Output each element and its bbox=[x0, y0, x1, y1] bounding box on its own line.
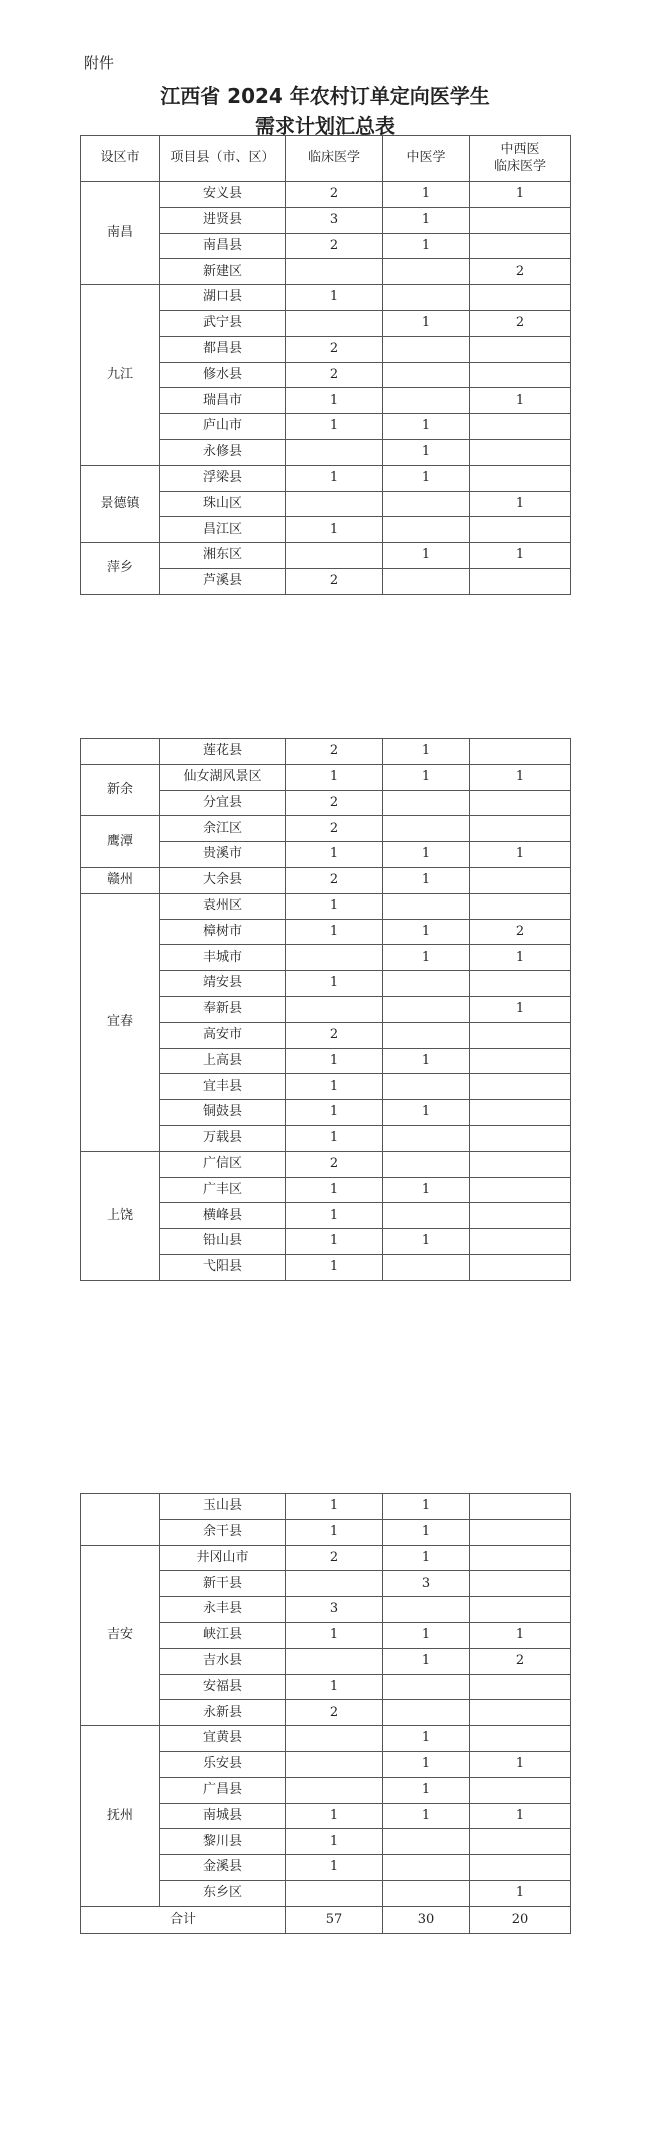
city-cell: 宜春 bbox=[81, 893, 160, 1151]
county-cell: 广昌县 bbox=[160, 1777, 286, 1803]
tcm-cell bbox=[383, 259, 470, 285]
tcm-cell: 1 bbox=[383, 465, 470, 491]
integrated-cell bbox=[470, 1855, 571, 1881]
total-clinical: 57 bbox=[286, 1906, 383, 1933]
clinical-cell: 2 bbox=[286, 336, 383, 362]
header-tcm: 中医学 bbox=[383, 136, 470, 182]
integrated-cell bbox=[470, 1048, 571, 1074]
tcm-cell bbox=[383, 491, 470, 517]
county-cell: 黎川县 bbox=[160, 1829, 286, 1855]
county-cell: 铜鼓县 bbox=[160, 1100, 286, 1126]
county-cell: 樟树市 bbox=[160, 919, 286, 945]
header-county: 项目县（市、区） bbox=[160, 136, 286, 182]
county-cell: 新建区 bbox=[160, 259, 286, 285]
tcm-cell bbox=[383, 971, 470, 997]
clinical-cell: 2 bbox=[286, 867, 383, 893]
clinical-cell bbox=[286, 310, 383, 336]
county-cell: 横峰县 bbox=[160, 1203, 286, 1229]
tcm-cell bbox=[383, 1597, 470, 1623]
city-cell: 南昌 bbox=[81, 182, 160, 285]
tcm-cell bbox=[383, 336, 470, 362]
county-cell: 高安市 bbox=[160, 1022, 286, 1048]
county-cell: 金溪县 bbox=[160, 1855, 286, 1881]
clinical-cell: 2 bbox=[286, 739, 383, 765]
city-cell bbox=[81, 1494, 160, 1546]
tcm-cell: 1 bbox=[383, 414, 470, 440]
integrated-cell: 1 bbox=[470, 1803, 571, 1829]
clinical-cell: 2 bbox=[286, 182, 383, 208]
tcm-cell: 1 bbox=[383, 919, 470, 945]
integrated-cell: 2 bbox=[470, 310, 571, 336]
integrated-cell bbox=[470, 1229, 571, 1255]
county-cell: 瑞昌市 bbox=[160, 388, 286, 414]
tcm-cell bbox=[383, 1700, 470, 1726]
integrated-cell bbox=[470, 336, 571, 362]
tcm-cell bbox=[383, 1022, 470, 1048]
tcm-cell: 1 bbox=[383, 1545, 470, 1571]
county-cell: 都昌县 bbox=[160, 336, 286, 362]
attachment-label: 附件 bbox=[84, 54, 115, 72]
integrated-cell bbox=[470, 439, 571, 465]
city-cell: 抚州 bbox=[81, 1726, 160, 1907]
integrated-cell: 1 bbox=[470, 764, 571, 790]
county-cell: 广信区 bbox=[160, 1151, 286, 1177]
county-cell: 峡江县 bbox=[160, 1622, 286, 1648]
county-cell: 奉新县 bbox=[160, 996, 286, 1022]
clinical-cell: 2 bbox=[286, 233, 383, 259]
county-cell: 余干县 bbox=[160, 1519, 286, 1545]
integrated-cell: 1 bbox=[470, 945, 571, 971]
integrated-cell bbox=[470, 816, 571, 842]
clinical-cell: 2 bbox=[286, 568, 383, 594]
clinical-cell bbox=[286, 1571, 383, 1597]
county-cell: 袁州区 bbox=[160, 893, 286, 919]
county-cell: 新干县 bbox=[160, 1571, 286, 1597]
summary-table-part-3 bbox=[80, 1493, 571, 1934]
clinical-cell: 1 bbox=[286, 1100, 383, 1126]
table-row bbox=[81, 543, 571, 569]
clinical-cell: 1 bbox=[286, 1803, 383, 1829]
header-integrated: 中西医 临床医学 bbox=[470, 136, 571, 182]
county-cell: 广丰区 bbox=[160, 1177, 286, 1203]
county-cell: 宜丰县 bbox=[160, 1074, 286, 1100]
tcm-cell bbox=[383, 568, 470, 594]
integrated-cell bbox=[470, 1700, 571, 1726]
integrated-cell: 1 bbox=[470, 1622, 571, 1648]
integrated-cell: 1 bbox=[470, 388, 571, 414]
integrated-cell bbox=[470, 1100, 571, 1126]
city-cell bbox=[81, 739, 160, 765]
table-row bbox=[81, 182, 571, 208]
integrated-cell bbox=[470, 1022, 571, 1048]
integrated-cell: 2 bbox=[470, 919, 571, 945]
integrated-cell bbox=[470, 1674, 571, 1700]
county-cell: 昌江区 bbox=[160, 517, 286, 543]
clinical-cell: 2 bbox=[286, 1022, 383, 1048]
clinical-cell: 1 bbox=[286, 1855, 383, 1881]
clinical-cell: 3 bbox=[286, 207, 383, 233]
county-cell: 大余县 bbox=[160, 867, 286, 893]
integrated-cell bbox=[470, 1254, 571, 1280]
tcm-cell bbox=[383, 285, 470, 311]
tcm-cell: 1 bbox=[383, 439, 470, 465]
tcm-cell: 1 bbox=[383, 1803, 470, 1829]
tcm-cell: 1 bbox=[383, 310, 470, 336]
clinical-cell bbox=[286, 259, 383, 285]
integrated-cell bbox=[470, 568, 571, 594]
city-cell: 鹰潭 bbox=[81, 816, 160, 868]
clinical-cell: 1 bbox=[286, 842, 383, 868]
tcm-cell bbox=[383, 1855, 470, 1881]
integrated-cell bbox=[470, 414, 571, 440]
county-cell: 莲花县 bbox=[160, 739, 286, 765]
clinical-cell: 1 bbox=[286, 414, 383, 440]
tcm-cell: 1 bbox=[383, 842, 470, 868]
tcm-cell: 1 bbox=[383, 1777, 470, 1803]
integrated-cell bbox=[470, 893, 571, 919]
summary-table-part-1 bbox=[80, 135, 571, 595]
county-cell: 弋阳县 bbox=[160, 1254, 286, 1280]
county-cell: 丰城市 bbox=[160, 945, 286, 971]
total-tcm: 30 bbox=[383, 1906, 470, 1933]
county-cell: 珠山区 bbox=[160, 491, 286, 517]
county-cell: 万载县 bbox=[160, 1125, 286, 1151]
city-cell: 上饶 bbox=[81, 1151, 160, 1280]
county-cell: 浮梁县 bbox=[160, 465, 286, 491]
county-cell: 永新县 bbox=[160, 1700, 286, 1726]
tcm-cell bbox=[383, 388, 470, 414]
county-cell: 庐山市 bbox=[160, 414, 286, 440]
integrated-cell: 1 bbox=[470, 491, 571, 517]
integrated-cell bbox=[470, 517, 571, 543]
integrated-cell bbox=[470, 233, 571, 259]
integrated-cell bbox=[470, 465, 571, 491]
clinical-cell: 1 bbox=[286, 388, 383, 414]
integrated-cell bbox=[470, 285, 571, 311]
clinical-cell: 1 bbox=[286, 1048, 383, 1074]
clinical-cell: 1 bbox=[286, 1254, 383, 1280]
integrated-cell bbox=[470, 867, 571, 893]
tcm-cell: 1 bbox=[383, 1229, 470, 1255]
tcm-cell: 1 bbox=[383, 1726, 470, 1752]
tcm-cell: 1 bbox=[383, 1648, 470, 1674]
integrated-cell: 2 bbox=[470, 1648, 571, 1674]
clinical-cell bbox=[286, 996, 383, 1022]
integrated-cell: 2 bbox=[470, 259, 571, 285]
tcm-cell bbox=[383, 893, 470, 919]
county-cell: 进贤县 bbox=[160, 207, 286, 233]
tcm-cell bbox=[383, 517, 470, 543]
table-row bbox=[81, 893, 571, 919]
total-label: 合计 bbox=[81, 1906, 286, 1933]
tcm-cell: 1 bbox=[383, 1177, 470, 1203]
integrated-cell bbox=[470, 1151, 571, 1177]
clinical-cell: 2 bbox=[286, 1700, 383, 1726]
clinical-cell: 1 bbox=[286, 1494, 383, 1520]
clinical-cell bbox=[286, 1726, 383, 1752]
table-row bbox=[81, 1726, 571, 1752]
integrated-cell: 1 bbox=[470, 182, 571, 208]
county-cell: 安义县 bbox=[160, 182, 286, 208]
clinical-cell: 1 bbox=[286, 971, 383, 997]
tcm-cell: 1 bbox=[383, 207, 470, 233]
clinical-cell bbox=[286, 1880, 383, 1906]
clinical-cell bbox=[286, 1648, 383, 1674]
table-row bbox=[81, 465, 571, 491]
clinical-cell: 1 bbox=[286, 1125, 383, 1151]
title-line-1: 江西省 2024 年农村订单定向医学生 bbox=[160, 84, 490, 108]
county-cell: 仙女湖风景区 bbox=[160, 764, 286, 790]
tcm-cell bbox=[383, 1829, 470, 1855]
integrated-cell bbox=[470, 971, 571, 997]
tcm-cell bbox=[383, 816, 470, 842]
clinical-cell bbox=[286, 1751, 383, 1777]
county-cell: 南城县 bbox=[160, 1803, 286, 1829]
county-cell: 修水县 bbox=[160, 362, 286, 388]
clinical-cell: 2 bbox=[286, 362, 383, 388]
clinical-cell: 1 bbox=[286, 1829, 383, 1855]
clinical-cell: 1 bbox=[286, 1622, 383, 1648]
tcm-cell: 1 bbox=[383, 1048, 470, 1074]
table-row bbox=[81, 739, 571, 765]
header-city: 设区市 bbox=[81, 136, 160, 182]
county-cell: 永丰县 bbox=[160, 1597, 286, 1623]
integrated-cell bbox=[470, 1545, 571, 1571]
integrated-cell bbox=[470, 1597, 571, 1623]
tcm-cell bbox=[383, 1125, 470, 1151]
clinical-cell: 3 bbox=[286, 1597, 383, 1623]
tcm-cell bbox=[383, 1074, 470, 1100]
tcm-cell: 1 bbox=[383, 1100, 470, 1126]
county-cell: 乐安县 bbox=[160, 1751, 286, 1777]
city-cell: 景德镇 bbox=[81, 465, 160, 542]
clinical-cell: 1 bbox=[286, 1229, 383, 1255]
integrated-cell bbox=[470, 1571, 571, 1597]
county-cell: 湖口县 bbox=[160, 285, 286, 311]
county-cell: 永修县 bbox=[160, 439, 286, 465]
integrated-cell bbox=[470, 1829, 571, 1855]
table-row bbox=[81, 867, 571, 893]
integrated-cell bbox=[470, 1494, 571, 1520]
table-row bbox=[81, 1151, 571, 1177]
tcm-cell: 1 bbox=[383, 1751, 470, 1777]
clinical-cell bbox=[286, 1777, 383, 1803]
county-cell: 玉山县 bbox=[160, 1494, 286, 1520]
tcm-cell: 1 bbox=[383, 1494, 470, 1520]
clinical-cell: 1 bbox=[286, 764, 383, 790]
clinical-cell: 2 bbox=[286, 1151, 383, 1177]
tcm-cell bbox=[383, 1254, 470, 1280]
city-cell: 九江 bbox=[81, 285, 160, 466]
clinical-cell: 1 bbox=[286, 285, 383, 311]
integrated-cell bbox=[470, 1777, 571, 1803]
integrated-cell bbox=[470, 1203, 571, 1229]
tcm-cell: 1 bbox=[383, 1519, 470, 1545]
table-row bbox=[81, 285, 571, 311]
integrated-cell: 1 bbox=[470, 1880, 571, 1906]
tcm-cell: 3 bbox=[383, 1571, 470, 1597]
tcm-cell: 1 bbox=[383, 945, 470, 971]
county-cell: 吉水县 bbox=[160, 1648, 286, 1674]
county-cell: 湘东区 bbox=[160, 543, 286, 569]
county-cell: 贵溪市 bbox=[160, 842, 286, 868]
county-cell: 上高县 bbox=[160, 1048, 286, 1074]
tcm-cell bbox=[383, 790, 470, 816]
integrated-cell: 1 bbox=[470, 543, 571, 569]
tcm-cell: 1 bbox=[383, 1622, 470, 1648]
clinical-cell: 1 bbox=[286, 465, 383, 491]
integrated-cell: 1 bbox=[470, 1751, 571, 1777]
tcm-cell: 1 bbox=[383, 182, 470, 208]
integrated-cell bbox=[470, 1074, 571, 1100]
county-cell: 安福县 bbox=[160, 1674, 286, 1700]
header-clinical: 临床医学 bbox=[286, 136, 383, 182]
clinical-cell: 1 bbox=[286, 1203, 383, 1229]
clinical-cell: 1 bbox=[286, 517, 383, 543]
clinical-cell: 2 bbox=[286, 790, 383, 816]
integrated-cell bbox=[470, 1125, 571, 1151]
integrated-cell bbox=[470, 1177, 571, 1203]
tcm-cell: 1 bbox=[383, 543, 470, 569]
tcm-cell bbox=[383, 1203, 470, 1229]
integrated-cell: 1 bbox=[470, 996, 571, 1022]
table-row bbox=[81, 764, 571, 790]
county-cell: 宜黄县 bbox=[160, 1726, 286, 1752]
city-cell: 新余 bbox=[81, 764, 160, 816]
clinical-cell: 1 bbox=[286, 893, 383, 919]
county-cell: 南昌县 bbox=[160, 233, 286, 259]
table-row bbox=[81, 816, 571, 842]
city-cell: 萍乡 bbox=[81, 543, 160, 595]
title-line-2: 需求计划汇总表 bbox=[255, 114, 395, 138]
clinical-cell: 1 bbox=[286, 1074, 383, 1100]
clinical-cell bbox=[286, 945, 383, 971]
clinical-cell: 1 bbox=[286, 1674, 383, 1700]
clinical-cell bbox=[286, 439, 383, 465]
tcm-cell bbox=[383, 362, 470, 388]
table-row bbox=[81, 1545, 571, 1571]
county-cell: 芦溪县 bbox=[160, 568, 286, 594]
clinical-cell bbox=[286, 491, 383, 517]
summary-table-part-2 bbox=[80, 738, 571, 1281]
integrated-cell bbox=[470, 1726, 571, 1752]
city-cell: 赣州 bbox=[81, 867, 160, 893]
tcm-cell bbox=[383, 1674, 470, 1700]
total-row bbox=[81, 1906, 571, 1933]
tcm-cell: 1 bbox=[383, 739, 470, 765]
integrated-cell: 1 bbox=[470, 842, 571, 868]
tcm-cell: 1 bbox=[383, 867, 470, 893]
county-cell: 铅山县 bbox=[160, 1229, 286, 1255]
clinical-cell: 1 bbox=[286, 1519, 383, 1545]
clinical-cell: 1 bbox=[286, 919, 383, 945]
tcm-cell bbox=[383, 1151, 470, 1177]
clinical-cell: 1 bbox=[286, 1177, 383, 1203]
integrated-cell bbox=[470, 739, 571, 765]
integrated-cell bbox=[470, 1519, 571, 1545]
county-cell: 东乡区 bbox=[160, 1880, 286, 1906]
clinical-cell: 2 bbox=[286, 1545, 383, 1571]
tcm-cell: 1 bbox=[383, 764, 470, 790]
tcm-cell bbox=[383, 996, 470, 1022]
total-integrated: 20 bbox=[470, 1906, 571, 1933]
table-row bbox=[81, 1494, 571, 1520]
city-cell: 吉安 bbox=[81, 1545, 160, 1726]
tcm-cell: 1 bbox=[383, 233, 470, 259]
clinical-cell: 2 bbox=[286, 816, 383, 842]
header-row bbox=[81, 136, 571, 182]
tcm-cell bbox=[383, 1880, 470, 1906]
clinical-cell bbox=[286, 543, 383, 569]
county-cell: 靖安县 bbox=[160, 971, 286, 997]
county-cell: 分宜县 bbox=[160, 790, 286, 816]
county-cell: 余江区 bbox=[160, 816, 286, 842]
integrated-cell bbox=[470, 207, 571, 233]
integrated-cell bbox=[470, 790, 571, 816]
county-cell: 井冈山市 bbox=[160, 1545, 286, 1571]
integrated-cell bbox=[470, 362, 571, 388]
county-cell: 武宁县 bbox=[160, 310, 286, 336]
